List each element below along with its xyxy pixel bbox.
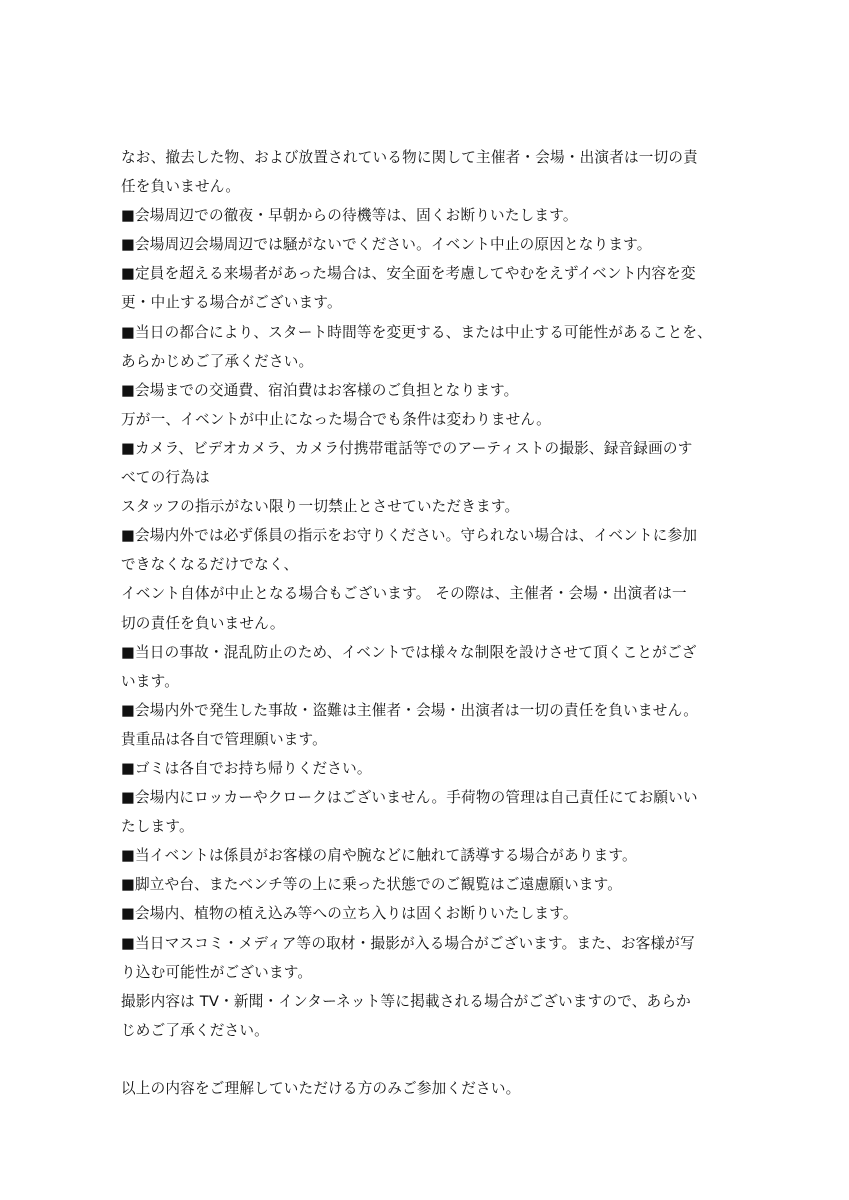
text-line: ■当日の都合により、スタート時間等を変更する、または中止する可能性があることを、 — [121, 323, 712, 341]
text-line: ■カメラ、ビデオカメラ、カメラ付携帯電話等でのアーティストの撮影、録音録画のす — [121, 439, 693, 457]
text-line: たします。 — [121, 818, 194, 836]
text-line: ■会場周辺会場周辺では騒がないでください。イベント中止の原因となります。 — [121, 236, 652, 254]
text-line: ■会場周辺での徹夜・早朝からの待機等は、固くお断りいたします。 — [121, 207, 578, 225]
text-line: スタッフの指示がない限り一切禁止とさせていただきます。 — [121, 498, 520, 516]
text-line: なお、撤去した物、および放置されている物に関して主催者・会場・出演者は一切の責 — [121, 149, 698, 166]
notice-document — [121, 143, 731, 1103]
text-line: ■会場内、植物の植え込み等への立ち入りは固くお断りいたします。 — [121, 905, 578, 923]
text-line: り込む可能性がございます。 — [121, 963, 313, 981]
text-line: 更・中止する場合がございます。 — [121, 294, 342, 312]
text-line: 任を負いません。 — [121, 178, 241, 196]
text-line: ■会場内外で発生した事故・盗難は主催者・会場・出演者は一切の責任を負いません。 — [121, 701, 699, 719]
text-line: ■会場内外では必ず係員の指示をお守りください。守られない場合は、イベントに参加 — [121, 527, 698, 545]
text-line: 切の責任を負いません。 — [121, 614, 285, 632]
text-line: 貴重品は各自で管理願います。 — [121, 730, 327, 748]
closing-line: 以上の内容をご理解していただける方のみご参加ください。 — [121, 1080, 521, 1097]
text-line: ■脚立や台、またベンチ等の上に乗った状態でのご観覧はご遠慮願います。 — [121, 876, 623, 894]
text-line: あらかじめご了承ください。 — [121, 352, 314, 370]
text-line: ■会場内にロッカーやクロークはございません。手荷物の管理は自己責任にてお願いい — [121, 789, 698, 807]
text-line: 撮影内容は TV・新聞・インターネット等に掲載される場合がございますので、あらか — [121, 992, 691, 1010]
text-line: います。 — [121, 672, 180, 690]
text-line: ■ゴミは各自でお持ち帰りください。 — [121, 759, 372, 777]
text-line: じめご了承ください。 — [121, 1021, 269, 1039]
text-line: ■会場までの交通費、宿泊費はお客様のご負担となります。 — [121, 381, 519, 399]
text-line: ■定員を超える来場者があった場合は、安全面を考慮してやむをえずイベント内容を変 — [121, 265, 696, 283]
blank-line — [121, 1045, 731, 1074]
text-line: できなくなるだけでなく、 — [121, 556, 299, 574]
text-line: イベント自体が中止となる場合もございます。 その際は、主催者・会場・出演者は一 — [121, 585, 687, 603]
text-line: ■当日の事故・混乱防止のため、イベントでは様々な制限を設けさせて頂くことがござ — [121, 643, 697, 661]
text-line: べての行為は — [121, 469, 210, 487]
text-line: 万が一、イベントが中止になった場合でも条件は変わりません。 — [121, 410, 551, 428]
text-line: ■当日マスコミ・メディア等の取材・撮影が入る場合がございます。また、お客様が写 — [121, 934, 695, 952]
text-line: ■当イベントは係員がお客様の肩や腕などに触れて誘導する場合があります。 — [121, 847, 637, 865]
